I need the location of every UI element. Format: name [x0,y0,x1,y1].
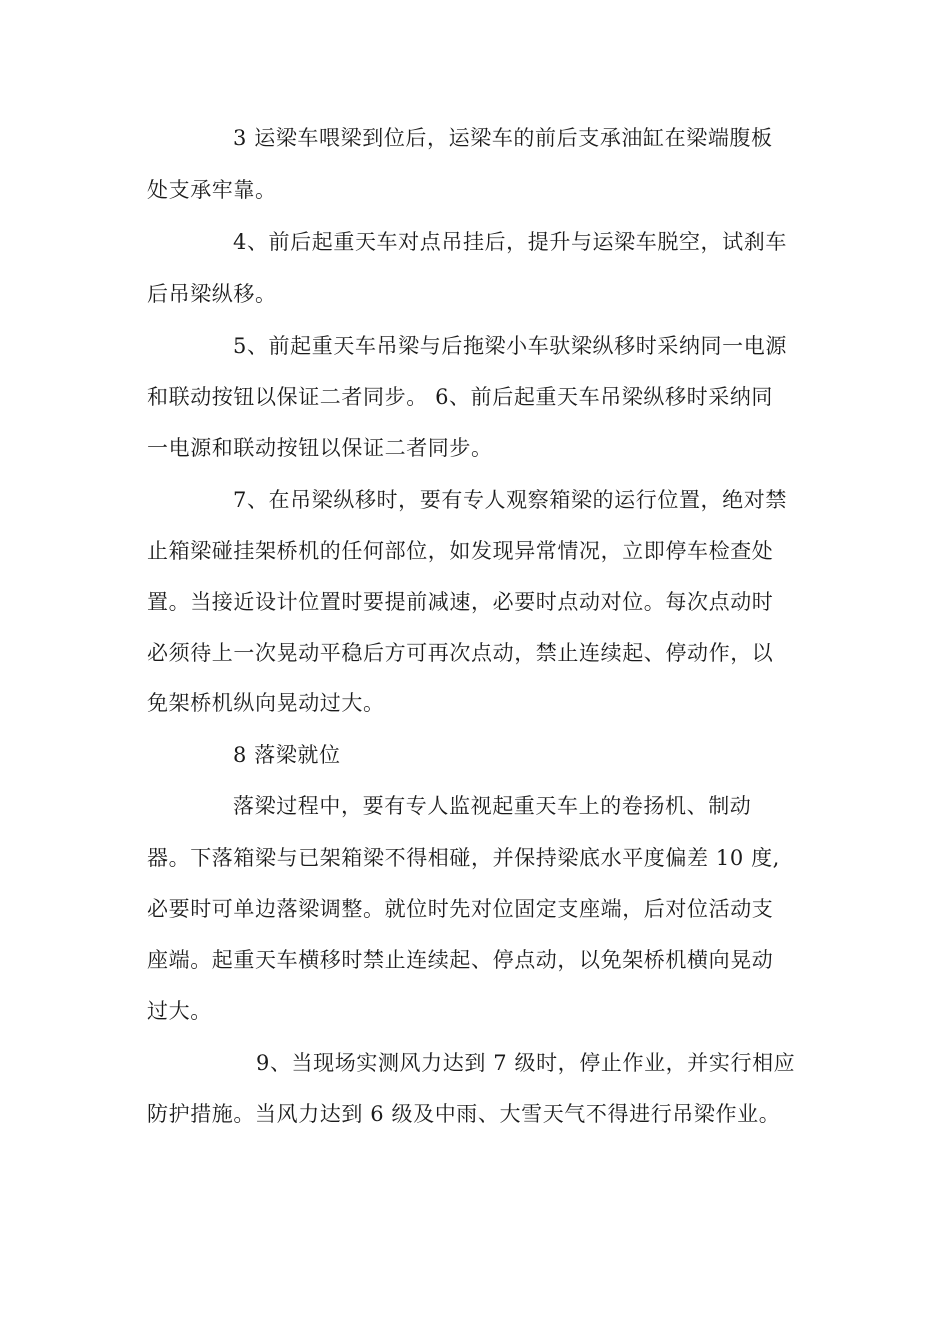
text-line: 5、前起重天车吊梁与后拖梁小车驮梁纵移时采纳同一电源 [233,334,787,358]
text-line: 止箱梁碰挂架桥机的任何部位，如发现异常情况，立即停车检查处 [147,539,774,563]
text-line: 9、当现场实测风力达到 7 级时，停止作业，并实行相应 [256,1051,796,1075]
text-line: 一电源和联动按钮以保证二者同步。 [147,436,493,460]
text-line: 必须待上一次晃动平稳后方可再次点动，禁止连续起、停动作，以 [147,641,774,665]
text-line: 3 运梁车喂梁到位后，运梁车的前后支承油缸在梁端腹板 [233,126,773,150]
text-line: 和联动按钮以保证二者同步。 6、前后起重天车吊梁纵移时采纳同 [147,385,774,409]
text-line: 座端。起重天车横移时禁止连续起、停点动，以免架桥机横向晃动 [147,948,774,972]
text-line: 落梁过程中，要有专人监视起重天车上的卷扬机、制动 [233,794,752,818]
text-line: 7、在吊梁纵移时，要有专人观察箱梁的运行位置，绝对禁 [233,488,787,512]
text-line: 必要时可单边落梁调整。就位时先对位固定支座端，后对位活动支 [147,897,774,921]
text-line: 置。当接近设计位置时要提前减速，必要时点动对位。每次点动时 [147,590,774,614]
text-line: 器。下落箱梁与已架箱梁不得相碰，并保持梁底水平度偏差 10 度, [147,846,780,870]
text-line: 后吊梁纵移。 [147,282,277,306]
text-line: 处支承牢靠。 [147,178,277,202]
text-line: 防护措施。当风力达到 6 级及中雨、大雪天气不得进行吊梁作业。 [147,1102,781,1126]
text-line: 免架桥机纵向晃动过大。 [147,691,385,715]
text-line: 过大。 [147,999,212,1023]
section-heading: 8 落梁就位 [233,743,341,767]
text-line: 4、前后起重天车对点吊挂后，提升与运梁车脱空，试刹车 [233,230,787,254]
